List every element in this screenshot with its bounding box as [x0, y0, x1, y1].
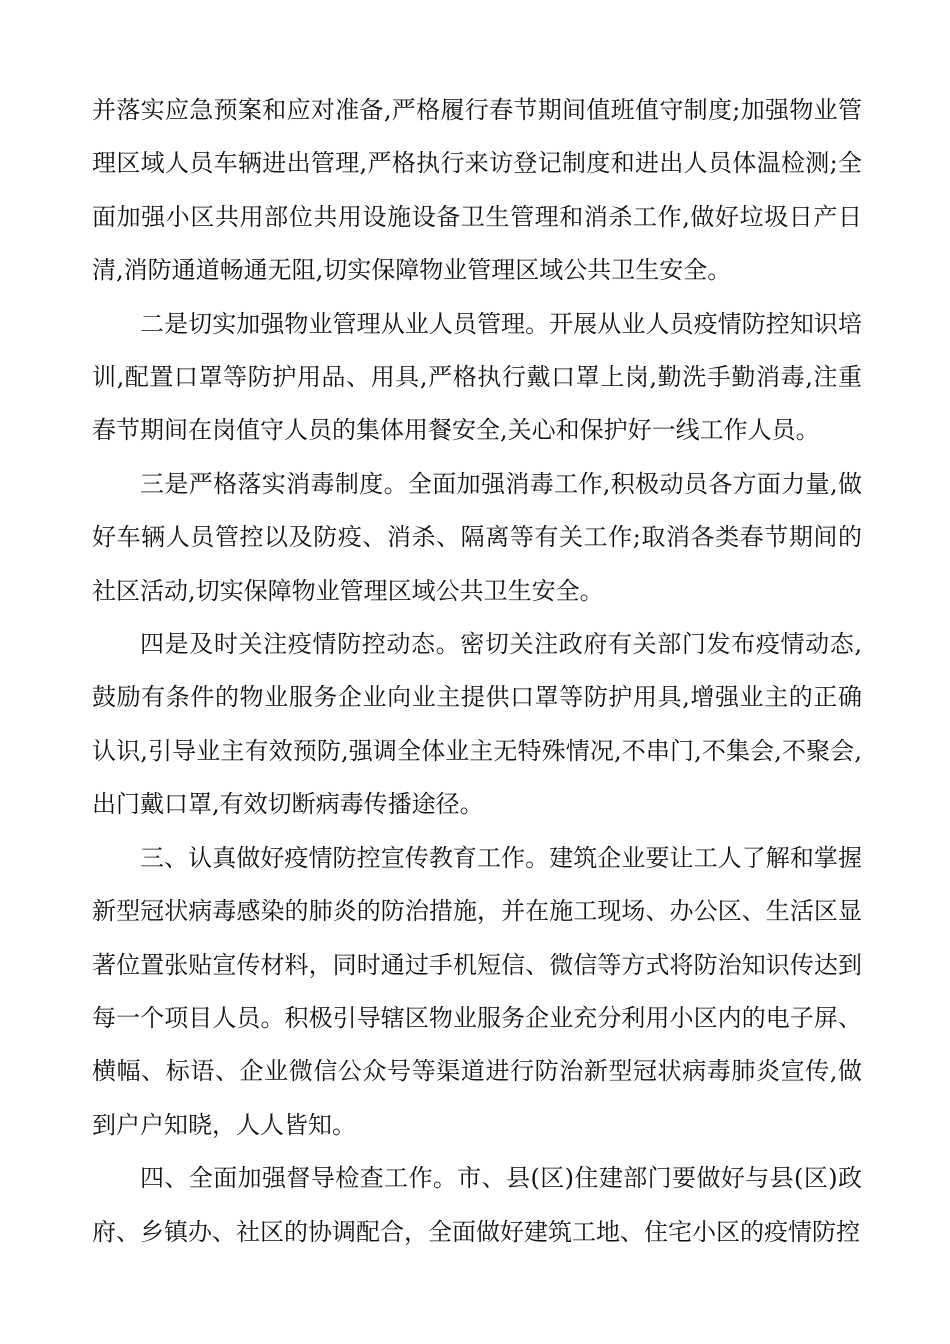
paragraph-disinfection: 三是严格落实消毒制度。全面加强消毒工作,积极动员各方面力量,做好车辆人员管控以及防疫、消杀、隔离等有关工作;取消各类春节期间的社区活动,切实保障物业管理区域公共卫生安全。 — [92, 469, 862, 605]
paragraph-supervision: 四、全面加强督导检查工作。市、县(区)住建部门要做好与县(区)政府、乡镇办、社区的协调配合，全面做好建筑工地、住宅小区的疫情防控 — [92, 1164, 862, 1246]
paragraph-publicity-education: 三、认真做好疫情防控宣传教育工作。建筑企业要让工人了解和掌握新型冠状病毒感染的肺炎的防治措施，并在施工现场、办公区、生活区显著位置张贴宣传材料，同时通过手机短信、微信等方式将防治知识传达到每一个项目人员。积极引导辖区物业服务企业充分利用小区内的电子屏、横幅、标语、企业微信公众号等渠道进行防治新型冠状病毒肺炎宣传,做到户户知晓，人人皆知。 — [92, 843, 862, 1139]
document-body — [92, 84, 862, 1259]
paragraph-staff-management: 二是切实加强物业管理从业人员管理。开展从业人员疫情防控知识培训,配置口罩等防护用品、用具,严格执行戴口罩上岗,勤洗手勤消毒,注重春节期间在岗值守人员的集体用餐安全,关心和保护好一线工作人员。 — [92, 309, 862, 445]
paragraph-emergency-plan: 并落实应急预案和应对准备,严格履行春节期间值班值守制度;加强物业管理区域人员车辆进出管理,严格执行来访登记制度和进出人员体温检测;全面加强小区共用部位共用设施设备卫生管理和消杀工作,做好垃圾日产日清,消防通道畅通无阻,切实保障物业管理区域公共卫生安全。 — [92, 96, 862, 285]
paragraph-epidemic-monitoring: 四是及时关注疫情防控动态。密切关注政府有关部门发布疫情动态,鼓励有条件的物业服务企业向业主提供口罩等防护用具,增强业主的正确认识,引导业主有效预防,强调全体业主无特殊情况,不串门,不集会,不聚会,出门戴口罩,有效切断病毒传播途径。 — [92, 630, 862, 819]
